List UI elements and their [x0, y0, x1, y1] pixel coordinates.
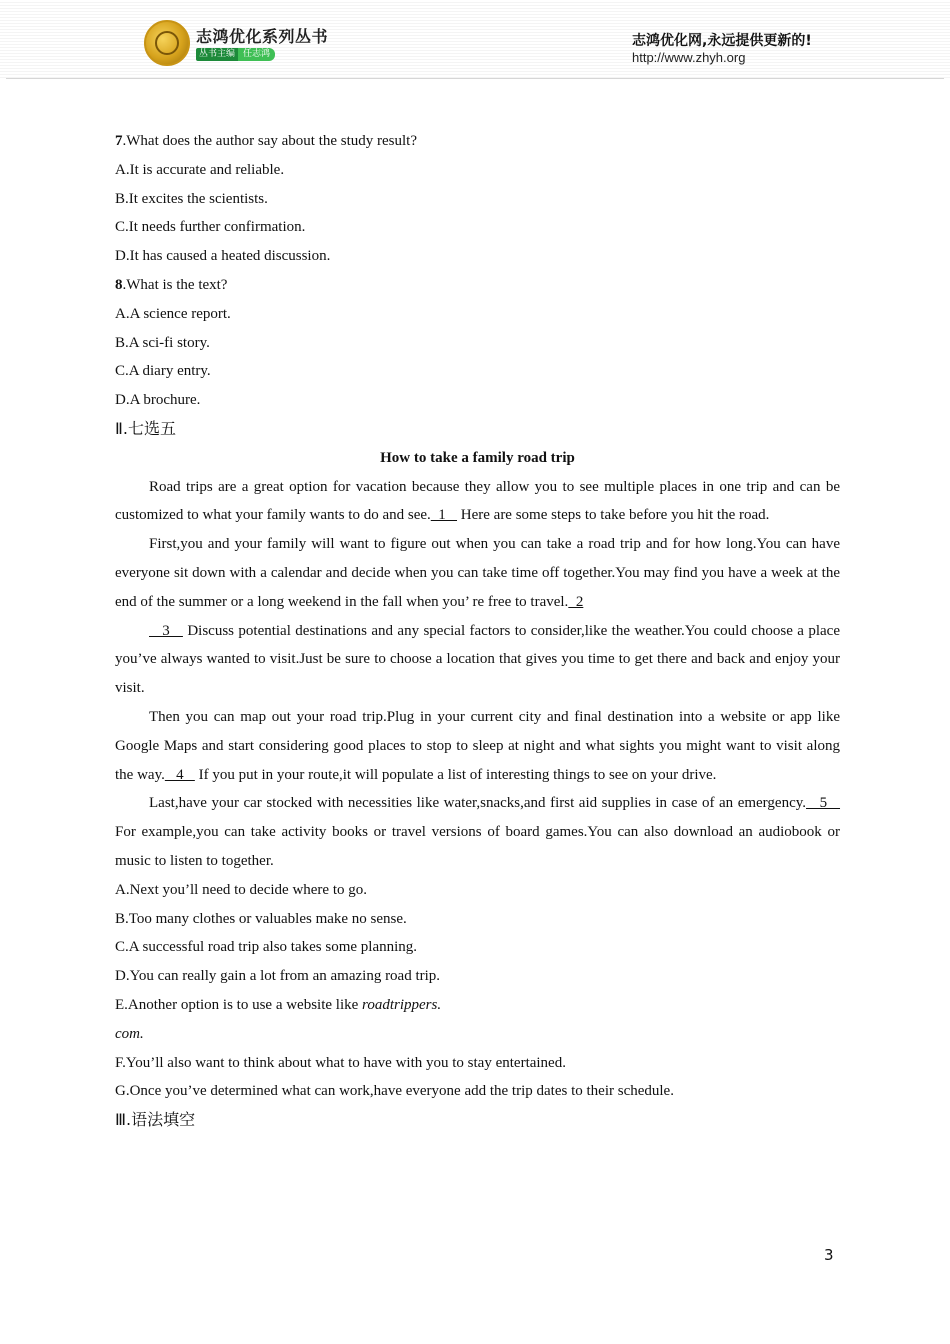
header-url[interactable]: http://www.zhyh.org [632, 50, 746, 65]
question-text: .What is the text? [122, 276, 228, 293]
editor-label: 丛书主编 [196, 48, 238, 61]
header-slogan: 志鸿优化网,永远提供更新的! [632, 33, 812, 49]
blank-2: 2 [568, 593, 584, 610]
choice-option-e [115, 991, 840, 1020]
passage-paragraph [115, 789, 840, 875]
answer-option: A.A science report. [115, 305, 231, 322]
question-stem [115, 127, 840, 156]
blank-4: 4 [164, 766, 195, 783]
option-text: E.Another option is to use a website like [115, 996, 363, 1013]
passage-paragraph [115, 473, 840, 531]
answer-option: C.A diary entry. [115, 363, 211, 380]
page-number: 3 [824, 1246, 834, 1264]
blank-5: 5 [806, 795, 841, 812]
editor-name: 任志鸿 [238, 48, 275, 61]
answer-option: C.It needs further confirmation. [115, 219, 306, 236]
passage-title: How to take a family road trip [380, 449, 575, 466]
brand-logo-seal [144, 20, 190, 66]
choice-option-f: F.You’ll also want to think about what to have with you to stay entertained. [115, 1054, 566, 1071]
brand-subtitle [196, 48, 291, 61]
choice-option-a: A.Next you’ll need to decide where to go. [115, 881, 368, 898]
passage-paragraph [115, 530, 840, 616]
passage-paragraph [115, 703, 840, 789]
option-website: roadtrippers. [362, 996, 442, 1013]
choice-option-e-continued: com. [115, 1025, 144, 1042]
paragraph-text: Discuss potential destinations and any special factors to consider,like the weather.You could choose a place you’ve always wanted to visit.Just be sure to choose a location that gives you time to get there and back and enjoy your visit. [115, 622, 840, 697]
answer-option: A.It is accurate and reliable. [115, 161, 285, 178]
paragraph-text: If you put in your route,it will populate a list of interesting things to see on your drive. [194, 766, 717, 783]
section-heading: Ⅲ.语法填空 [115, 1110, 196, 1130]
choice-option-c: C.A successful road trip also takes some planning. [115, 939, 418, 956]
answer-option: B.A sci-fi story. [115, 334, 210, 351]
page-content [115, 127, 840, 1135]
paragraph-text: Then you can map out your road trip.Plug in your current city and final destination into a website or app like Google Maps and start considering good places to stop to sleep at night and what sights you might want to visit along the way. [115, 708, 840, 783]
answer-option: D.A brochure. [115, 392, 201, 409]
passage-paragraph [115, 617, 840, 703]
answer-option: B.It excites the scientists. [115, 190, 268, 207]
section-heading: Ⅱ.七选五 [115, 418, 176, 438]
question-text: .What does the author say about the study result? [122, 133, 418, 149]
blank-3: 3 [149, 622, 183, 639]
header-divider [6, 78, 944, 79]
paragraph-text: Last,have your car stocked with necessities like water,snacks,and first aid supplies in case of an emergency. [149, 795, 807, 812]
paragraph-text: First,you and your family will want to figure out when you can take a road trip and for how long.You can have everyone sit down with a calendar and decide when you can take time off together.You may find you have a week at the end of the summer or a long weekend in the fall when you’ re free to travel. [115, 536, 840, 610]
blank-1: 1 [430, 507, 458, 524]
brand-title: 志鸿优化系列丛书 [196, 27, 329, 46]
paragraph-text: For example,you can take activity books or travel versions of board games.You can also download an audiobook or music to listen to together. [115, 824, 840, 869]
paragraph-text: Here are some steps to take before you hit the road. [457, 507, 770, 524]
choice-option-d: D.You can really gain a lot from an amazing road trip. [115, 968, 441, 985]
choice-option-g: G.Once you’ve determined what can work,have everyone add the trip dates to their schedule. [115, 1083, 674, 1100]
question-stem [115, 271, 840, 300]
choice-option-b: B.Too many clothes or valuables make no sense. [115, 910, 407, 927]
paragraph-text: Road trips are a great option for vacation because they allow you to see multiple places in one trip and can be customized to what your family wants to do and see. [115, 478, 840, 524]
answer-option: D.It has caused a heated discussion. [115, 248, 331, 265]
question-number: 8 [115, 276, 123, 293]
question-number: 7 [115, 133, 123, 149]
page-header [0, 0, 950, 80]
